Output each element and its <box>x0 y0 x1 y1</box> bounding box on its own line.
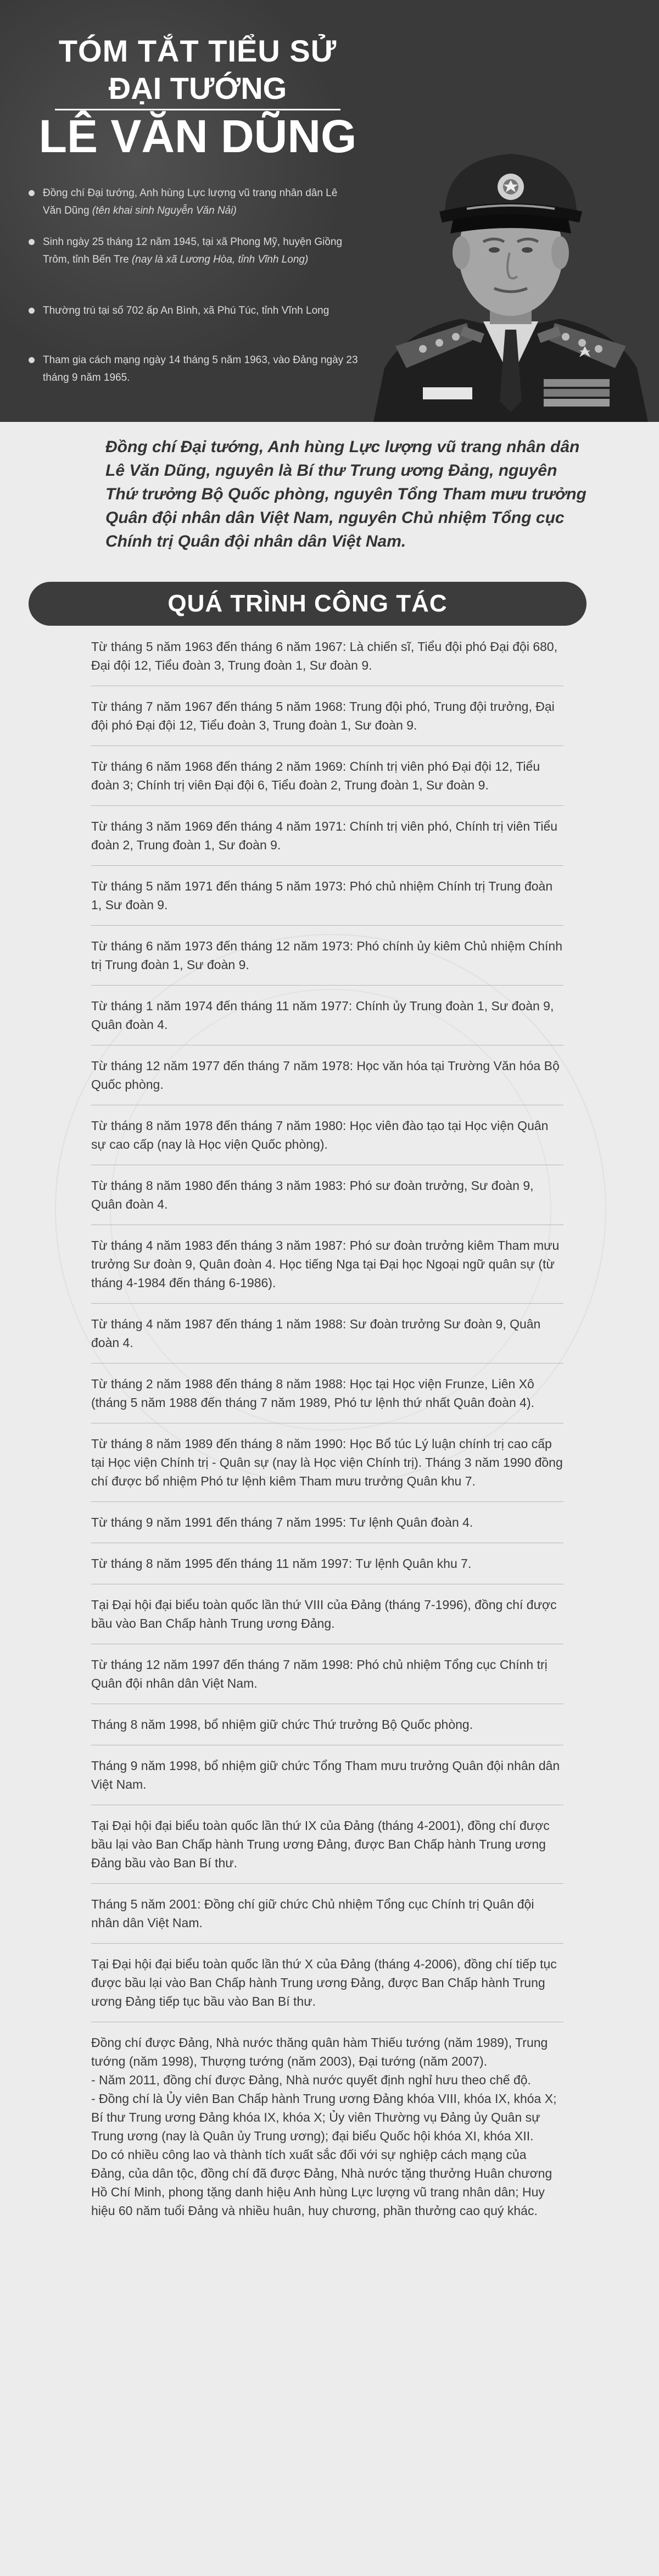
career-entry: Tháng 8 năm 1998, bổ nhiệm giữ chức Thứ trưởng Bộ Quốc phòng. <box>91 1715 563 1745</box>
section-title: QUÁ TRÌNH CÔNG TÁC <box>29 582 587 626</box>
career-entry: Từ tháng 7 năm 1967 đến tháng 5 năm 1968: Trung đội phó, Trung đội trưởng, Đại đội phó Đại đội 12, Tiểu đoàn 3, Trung đoàn 1, Sư đoàn 9. <box>91 697 563 746</box>
career-timeline <box>91 637 563 2242</box>
header-title-line1: TÓM TẮT TIỂU SỬ <box>58 34 337 68</box>
info-note: (tên khai sinh Nguyễn Văn Nải) <box>92 205 237 216</box>
career-entry: Từ tháng 8 năm 1989 đến tháng 8 năm 1990: Học Bổ túc Lý luận chính trị cao cấp tại Học viện Chính trị - Quân sự (nay là Học viện Chính trị). Tháng 3 năm 1990 đồng chí được bổ nhiệm Phó tư lệnh kiêm Tham mưu trưởng Quân khu 7. <box>91 1434 563 1502</box>
career-entry: Từ tháng 9 năm 1991 đến tháng 7 năm 1995: Tư lệnh Quân đoàn 4. <box>91 1513 563 1543</box>
career-entry: Từ tháng 8 năm 1978 đến tháng 7 năm 1980: Học viên đào tạo tại Học viện Quân sự cao cấp (nay là Học viện Quốc phòng). <box>91 1116 563 1165</box>
header-title-name: LÊ VĂN DŨNG <box>38 110 357 162</box>
bullet-icon <box>29 308 35 314</box>
career-entry: Tháng 9 năm 1998, bổ nhiệm giữ chức Tổng Tham mưu trưởng Quân đội nhân dân Việt Nam. <box>91 1756 563 1805</box>
career-entry: Từ tháng 6 năm 1973 đến tháng 12 năm 1973: Phó chính ủy kiêm Chủ nhiệm Chính trị Trung đoàn 1, Sư đoàn 9. <box>91 937 563 986</box>
career-entry: Từ tháng 2 năm 1988 đến tháng 8 năm 1988: Học tại Học viện Frunze, Liên Xô (tháng 5 năm 1988 đến tháng 7 năm 1989, Phó tư lệnh thứ nhất Quân đoàn 4). <box>91 1375 563 1423</box>
info-text: Đồng chí Đại tướng, Anh hùng Lực lượng vũ trang nhân dân Lê Văn Dũng <box>43 187 338 216</box>
career-entry: Từ tháng 4 năm 1983 đến tháng 3 năm 1987: Phó sư đoàn trưởng kiêm Tham mưu trưởng Sư đoàn 9, Quân đoàn 4. Học tiếng Nga tại Đại học Ngoại ngữ quân sự (từ tháng 4-1984 đến tháng 6-1986). <box>91 1236 563 1304</box>
header-info-item <box>29 302 358 320</box>
career-entry: Từ tháng 1 năm 1974 đến tháng 11 năm 1977: Chính ủy Trung đoàn 1, Sư đoàn 9, Quân đoàn 4. <box>91 997 563 1045</box>
header-title-line2: ĐẠI TƯỚNG <box>108 71 287 105</box>
header-banner <box>0 0 659 422</box>
career-entry: Từ tháng 12 năm 1997 đến tháng 7 năm 1998: Phó chủ nhiệm Tổng cục Chính trị Quân đội nhân dân Việt Nam. <box>91 1655 563 1704</box>
bullet-icon <box>29 239 35 245</box>
info-text: Tham gia cách mạng ngày 14 tháng 5 năm 1963, vào Đảng ngày 23 tháng 9 năm 1965. <box>43 354 358 383</box>
info-text: Sinh ngày 25 tháng 12 năm 1945, tại xã Phong Mỹ, huyện Giồng Trôm, tỉnh Bến Tre <box>43 236 343 265</box>
career-entry: Từ tháng 3 năm 1969 đến tháng 4 năm 1971: Chính trị viên phó, Chính trị viên Tiểu đoàn 2, Trung đoàn 1, Sư đoàn 9. <box>91 817 563 866</box>
header-info-item <box>29 352 358 387</box>
career-entry: Đồng chí được Đảng, Nhà nước thăng quân hàm Thiếu tướng (năm 1989), Trung tướng (năm 1998), Thượng tướng (năm 2003), Đại tướng (năm 2007). - Năm 2011, đồng chí được Đảng, Nhà nước quyết định nghỉ hưu theo chế độ. - Đồng chí là Ủy viên Ban Chấp hành Trung ương Đảng khóa VIII, khóa IX, khóa X; Bí thư Trung ương Đảng khóa IX, khóa X; Ủy viên Thường vụ Đảng ủy Quân sự Trung ương (nay là Quân ủy Trung ương); đại biểu Quốc hội khóa XI, khóa XII. Do có nhiều công lao và thành tích xuất sắc đối với sự nghiệp cách mạng của Đảng, của dân tộc, đồng chí đã được Đảng, Nhà nước tặng thưởng Huân chương Hồ Chí Minh, phong tặng danh hiệu Anh hùng Lực lượng vũ trang nhân dân; Huy hiệu 60 năm tuổi Đảng và nhiều huân, huy chương, phần thưởng cao quý khác. <box>91 2035 557 2218</box>
career-entry: Từ tháng 5 năm 1963 đến tháng 6 năm 1967: Là chiến sĩ, Tiểu đội phó Đại đội 680, Đại đội 12, Tiểu đoàn 3, Trung đoàn 1, Sư đoàn 9. <box>91 637 563 686</box>
career-entry: Tại Đại hội đại biểu toàn quốc lần thứ IX của Đảng (tháng 4-2001), đồng chí được bầu lại vào Ban Chấp hành Trung ương Đảng, được Ban Chấp hành Trung ương Đảng bầu vào Ban Bí thư. <box>91 1816 563 1884</box>
career-entry: Từ tháng 4 năm 1987 đến tháng 1 năm 1988: Sư đoàn trưởng Sư đoàn 9, Quân đoàn 4. <box>91 1315 563 1364</box>
career-entry: Từ tháng 8 năm 1995 đến tháng 11 năm 1997: Tư lệnh Quân khu 7. <box>91 1554 563 1584</box>
career-entry: Từ tháng 12 năm 1977 đến tháng 7 năm 1978: Học văn hóa tại Trường Văn hóa Bộ Quốc phòng. <box>91 1056 563 1105</box>
career-entry: Từ tháng 6 năm 1968 đến tháng 2 năm 1969: Chính trị viên phó Đại đội 12, Tiểu đoàn 3; Chính trị viên Đại đội 6, Tiểu đoàn 2, Trung đoàn 1, Sư đoàn 9. <box>91 757 563 806</box>
career-entry: Từ tháng 5 năm 1971 đến tháng 5 năm 1973: Phó chủ nhiệm Chính trị Trung đoàn 1, Sư đoàn 9. <box>91 877 563 926</box>
bullet-icon <box>29 190 35 196</box>
info-note: (nay là xã Lương Hòa, tỉnh Vĩnh Long) <box>131 254 309 265</box>
career-entry: Tháng 5 năm 2001: Đồng chí giữ chức Chủ nhiệm Tổng cục Chính trị Quân đội nhân dân Việt Nam. <box>91 1895 563 1944</box>
header-info-item <box>29 185 358 220</box>
career-entry: Tại Đại hội đại biểu toàn quốc lần thứ X của Đảng (tháng 4-2006), đồng chí tiếp tục được bầu lại vào Ban Chấp hành Trung ương Đảng, được Ban Chấp hành Trung ương Đảng tiếp tục bầu vào Ban Bí thư. <box>91 1955 563 2022</box>
intro-paragraph: Đồng chí Đại tướng, Anh hùng Lực lượng vũ trang nhân dân Lê Văn Dũng, nguyên là Bí thư Trung ương Đảng, nguyên Thứ trưởng Bộ Quốc phòng, nguyên Tổng Tham mưu trưởng Quân đội nhân dân Việt Nam, nguyên Chủ nhiệm Tổng cục Chính trị Quân đội nhân dân Việt Nam. <box>105 438 587 550</box>
header-info-item <box>29 233 358 269</box>
career-entry: Tại Đại hội đại biểu toàn quốc lần thứ VIII của Đảng (tháng 7-1996), đồng chí được bầu vào Ban Chấp hành Trung ương Đảng. <box>91 1595 563 1644</box>
info-text: Thường trú tại số 702 ấp An Bình, xã Phú Túc, tỉnh Vĩnh Long <box>43 305 330 316</box>
bullet-icon <box>29 357 35 363</box>
career-entry: Từ tháng 8 năm 1980 đến tháng 3 năm 1983: Phó sư đoàn trưởng, Sư đoàn 9, Quân đoàn 4. <box>91 1176 563 1225</box>
general-portrait-image <box>362 71 659 422</box>
